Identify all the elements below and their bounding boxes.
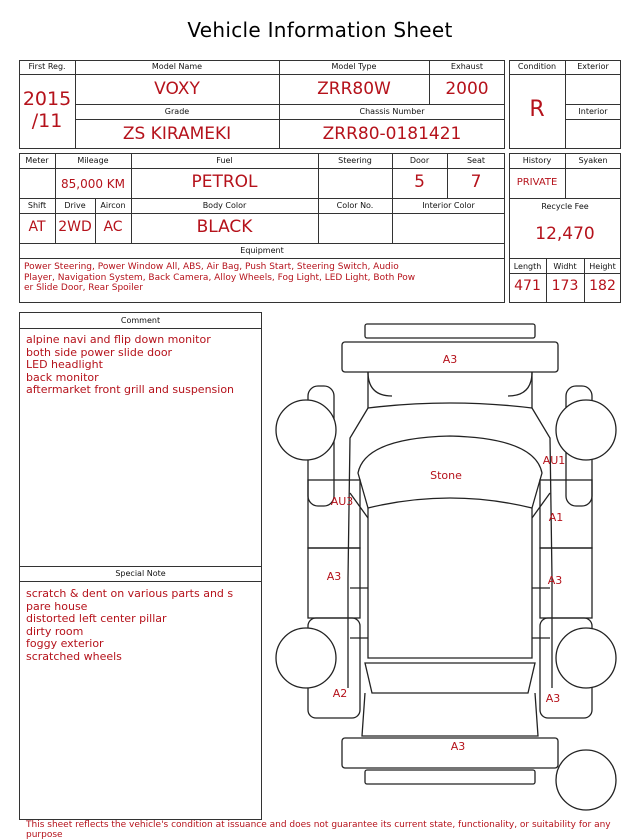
steering-label: Steering bbox=[338, 156, 372, 165]
fuel-label: Fuel bbox=[216, 156, 233, 165]
damage-right-fender: AU1 bbox=[542, 454, 566, 467]
equipment-text bbox=[24, 262, 504, 294]
damage-right-rear-door: A3 bbox=[547, 574, 563, 587]
disclaimer-footer: This sheet reflects the vehicle's condition at issuance and does not guarantee its current state, functionality, or suitability for any purpose bbox=[26, 820, 611, 840]
recycle-fee-label: Recycle Fee bbox=[541, 202, 589, 211]
mileage-label: Mileage bbox=[77, 156, 109, 165]
damage-roof: Stone bbox=[430, 469, 462, 482]
body-color-label: Body Color bbox=[202, 201, 247, 210]
special-note-line: pare house bbox=[26, 599, 88, 613]
exterior-label: Exterior bbox=[577, 62, 609, 71]
page-title: Vehicle Information Sheet bbox=[187, 18, 453, 42]
condition-label: Condition bbox=[517, 62, 557, 71]
door-label: Door bbox=[409, 156, 430, 165]
height-label: Height bbox=[589, 262, 616, 271]
special-note-line: dirty room bbox=[26, 624, 84, 638]
height-value: 182 bbox=[589, 278, 616, 294]
model-type-value: ZRR80W bbox=[317, 79, 391, 99]
first-reg-year: 2015 bbox=[22, 88, 72, 110]
damage-rear-bumper: A3 bbox=[450, 740, 466, 753]
aircon-value: AC bbox=[103, 219, 123, 235]
wheel-rear-left bbox=[276, 628, 336, 688]
roof-outline bbox=[368, 508, 532, 658]
headlight-left bbox=[368, 372, 392, 396]
seat-value: 7 bbox=[470, 172, 482, 192]
grade-value: ZS KIRAMEKI bbox=[122, 124, 232, 144]
color-no-label: Color No. bbox=[336, 201, 374, 210]
headlight-right bbox=[508, 372, 532, 396]
exhaust-label: Exhaust bbox=[450, 62, 484, 71]
first-reg-label: First Reg. bbox=[28, 62, 66, 71]
shift-label: Shift bbox=[27, 201, 47, 210]
condition-grade: R bbox=[529, 97, 545, 122]
damage-left-front-door: AU3 bbox=[330, 495, 354, 508]
comment-line: back monitor bbox=[26, 370, 99, 384]
interior-color-label: Interior Color bbox=[422, 201, 475, 210]
special-note-line: scratched wheels bbox=[26, 649, 122, 663]
chassis-number-label: Chassis Number bbox=[359, 107, 425, 116]
chassis-number-value: ZRR80-0181421 bbox=[322, 124, 462, 144]
history-label: History bbox=[522, 156, 552, 165]
fuel-value: PETROL bbox=[191, 172, 258, 192]
damage-right-quarter: A3 bbox=[545, 692, 561, 705]
recycle-fee-value: 12,470 bbox=[535, 224, 595, 244]
drive-label: Drive bbox=[64, 201, 86, 210]
hood-outline bbox=[368, 372, 532, 408]
wheel-front-left bbox=[276, 400, 336, 460]
special-note-line: distorted left center pillar bbox=[26, 612, 167, 625]
width-label: Widht bbox=[553, 262, 577, 271]
damage-front: A3 bbox=[442, 353, 458, 366]
special-note-text bbox=[26, 588, 258, 663]
special-note-line: scratch & dent on various parts and s bbox=[26, 587, 234, 600]
comment-line: alpine navi and flip down monitor bbox=[26, 333, 211, 346]
comment-line: LED headlight bbox=[26, 358, 103, 371]
history-value: PRIVATE bbox=[516, 177, 558, 188]
length-value: 471 bbox=[514, 278, 541, 294]
door-value: 5 bbox=[414, 172, 425, 192]
meter-label: Meter bbox=[25, 156, 49, 165]
mileage-value: 85,000 KM bbox=[60, 177, 126, 191]
left-rear-door bbox=[308, 548, 360, 618]
interior-label: Interior bbox=[578, 107, 608, 116]
aircon-label: Aircon bbox=[100, 201, 126, 210]
length-label: Length bbox=[513, 262, 542, 271]
wheel-front-right bbox=[556, 400, 616, 460]
comment-text bbox=[26, 334, 258, 397]
damage-left-quarter: A2 bbox=[332, 687, 348, 700]
shift-value: AT bbox=[28, 219, 46, 235]
equipment-line: Player, Navigation System, Back Camera, Alloy Wheels, Fog Light, LED Light, Both Pow bbox=[24, 272, 416, 283]
model-name-value: VOXY bbox=[154, 79, 200, 99]
model-type-label: Model Type bbox=[331, 62, 377, 71]
damage-left-rear-door: A3 bbox=[326, 570, 342, 583]
seat-label: Seat bbox=[466, 156, 486, 165]
syaken-label: Syaken bbox=[578, 156, 608, 165]
first-reg-month: /11 bbox=[31, 110, 63, 132]
equipment-line: er Slide Door, Rear Spoiler bbox=[24, 283, 143, 293]
model-name-label: Model Name bbox=[151, 62, 203, 71]
vehicle-damage-diagram bbox=[270, 318, 632, 818]
equipment-label: Equipment bbox=[240, 246, 284, 255]
width-value: 173 bbox=[551, 278, 579, 294]
tailgate bbox=[362, 693, 538, 736]
body-color-value: BLACK bbox=[196, 217, 253, 237]
drive-value: 2WD bbox=[58, 219, 92, 235]
rear-window bbox=[365, 663, 535, 693]
wheel-rear-right bbox=[556, 628, 616, 688]
special-note-label: Special Note bbox=[115, 569, 166, 578]
front-bumper bbox=[365, 324, 535, 338]
exhaust-value: 2000 bbox=[445, 79, 489, 99]
equipment-line: Power Steering, Power Window All, ABS, Air Bag, Push Start, Steering Switch, Audio bbox=[24, 262, 399, 272]
damage-right-front-door: A1 bbox=[548, 511, 564, 524]
grade-label: Grade bbox=[164, 107, 190, 116]
special-note-line: foggy exterior bbox=[26, 637, 104, 650]
rear-bumper-lower bbox=[365, 770, 535, 784]
comment-line: both side power slide door bbox=[26, 345, 173, 359]
spare-wheel bbox=[556, 750, 616, 810]
comment-label: Comment bbox=[120, 316, 161, 325]
comment-line: aftermarket front grill and suspension bbox=[26, 383, 235, 396]
